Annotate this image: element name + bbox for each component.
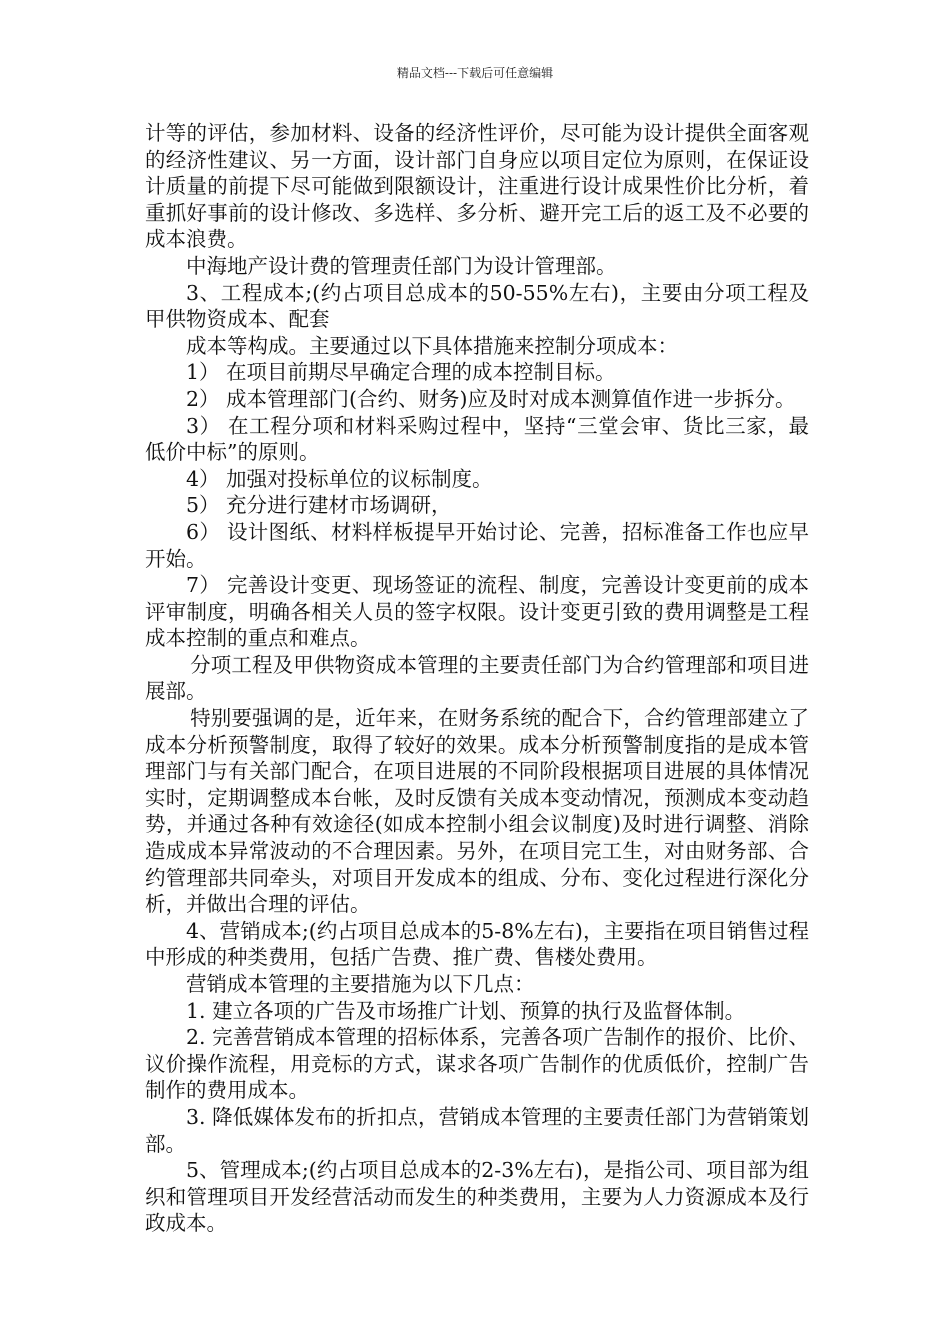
list-item-measure-1: 1） 在项目前期尽早确定合理的成本控制目标。 (186, 360, 616, 385)
list-item-marketing-2: 2. 完善营销成本管理的招标体系，完善各项广告制作的报价、比价、议价操作流程，用竞标的方式，谋求各项广告制作的优质低价，控制广告制作的费用成本。 (145, 1025, 809, 1103)
paragraph-marketing-measures-intro: 营销成本管理的主要措施为以下几点： (186, 972, 535, 996)
list-item-marketing-1: 1. 建立各项的广告及市场推广计划、预算的执行及监督体制。 (186, 998, 746, 1023)
paragraph-design-responsibility: 中海地产设计费的管理责任部门为设计管理部。 (186, 253, 617, 278)
list-item-measure-7: 7） 完善设计变更、现场签证的流程、制度，完善设计变更前的成本评审制度，明确各相关人员的签字权限。设计变更引致的费用调整是工程成本控制的重点和难点。 (145, 573, 809, 651)
list-item-measure-6: 6） 设计图纸、材料样板提早开始讨论、完善，招标准备工作也应早开始。 (145, 519, 809, 571)
paragraph-marketing-cost: 4、营销成本;(约占项目总成本的5-8%左右)，主要指在项目销售过程中形成的种类费用，包括广告费、推广费、售楼处费用。 (145, 918, 809, 970)
paragraph-contract-responsibility: 分项工程及甲供物资成本管理的主要责任部门为合约管理部和项目进展部。 (145, 652, 809, 704)
page-header-watermark: 精品文档---下载后可任意编辑 (396, 66, 554, 80)
list-item-measure-3: 3） 在工程分项和材料采购过程中，坚持“三堂会审、货比三家，最低价中标”的原则。 (145, 413, 809, 465)
list-item-marketing-3: 3. 降低媒体发布的折扣点，营销成本管理的主要责任部门为营销策划部。 (145, 1104, 809, 1156)
paragraph-management-cost: 5、管理成本;(约占项目总成本的2-3%左右)，是指公司、项目部为组织和管理项目开发经营活动而发生的种类费用，主要为人力资源成本及行政成本。 (145, 1158, 809, 1236)
paragraph-cost-warning-system: 特别要强调的是，近年来，在财务系统的配合下，合约管理部建立了成本分析预警制度，取得了较好的效果。成本分析预警制度指的是成本管理部门与有关部门配合，在项目进展的不同阶段根据项目进展的具体情况实时，定期调整成本台帐，及时反馈有关成本变动情况，预测成本变动趋势，并通过各种有效途径(如成本控制小组会议制度)及时进行调整、消除造成成本异常波动的不合理因素。另外，在项目完工生，对由财务部、合约管理部共同牵头，对项目开发成本的组成、分布、变化过程进行深化分析，并做出合理的评估。 (145, 706, 809, 917)
list-item-measure-2: 2） 成本管理部门(合约、财务)应及时对成本测算值作进一步拆分。 (186, 386, 796, 411)
list-item-measure-4: 4） 加强对投标单位的议标制度。 (186, 466, 493, 491)
paragraph-cost-components: 成本等构成。主要通过以下具体措施来控制分项成本： (186, 333, 678, 358)
paragraph-design-evaluation: 计等的评估，参加材料、设备的经济性评价，尽可能为设计提供全面客观的经济性建议、另一方面，设计部门自身应以项目定位为原则，在保证设计质量的前提下尽可能做到限额设计，注重进行设计成果性价比分析，着重抓好事前的设计修改、多选样、多分析、避开完工后的返工及不必要的成本浪费。 (145, 121, 809, 252)
paragraph-engineering-cost: 3、工程成本;(约占项目总成本的50-55%左右)，主要由分项工程及甲供物资成本、配套 (145, 280, 809, 332)
document-body (145, 120, 809, 1237)
list-item-measure-5: 5） 充分进行建材市场调研， (186, 493, 452, 518)
